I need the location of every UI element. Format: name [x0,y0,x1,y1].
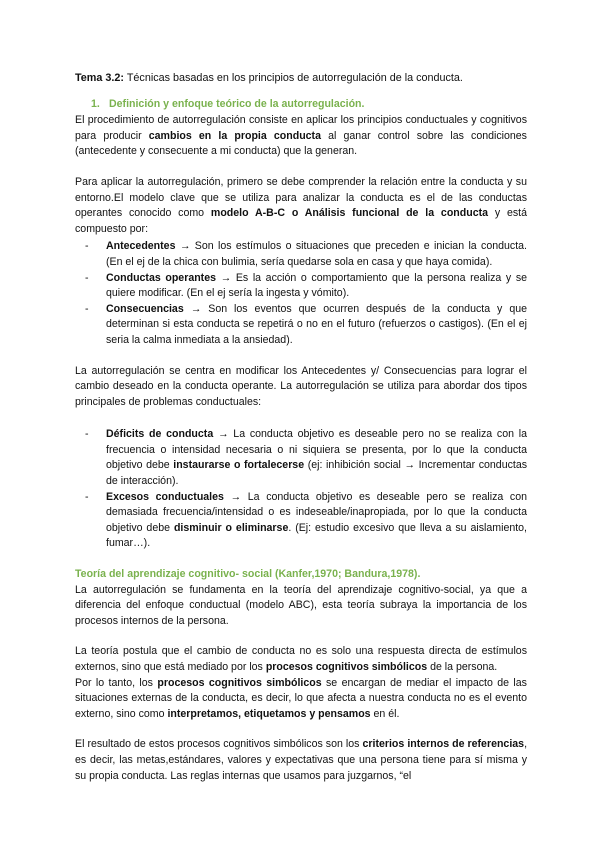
list-item [106,239,527,270]
section-number: 1. [91,97,100,110]
text-run: El procedimiento de autorregulación consiste en aplicar los principios conductuales y cognitivos para producir [75,114,527,142]
paragraph-symbolic-processes [75,676,527,723]
list-item [106,490,527,552]
paragraph-internal-criteria [75,737,527,784]
text-run: El resultado de estos procesos cognitivos simbólicos son los [75,738,363,751]
list-text: → Es la acción o comportamiento que la persona realiza y se quiere modificar. (En el ej sería la ingesta y vómito). [106,271,528,300]
text-run: Para aplicar la autorregulación, primero se debe comprender la relación entre la conducta y su entorno.El modelo clave que se utiliza para analizar la conducta es el de las conductas operantes conocido como [75,175,527,220]
text-run: al ganar control sobre las condiciones (antecedente y consecuente a mi conducta) que la generan. [75,129,527,158]
paragraph-theory-mediation [75,644,527,675]
list-term: Antecedentes [106,240,176,253]
text-run: Por lo tanto, los [75,676,158,689]
problem-types-list [75,427,527,552]
bold-run: modelo A-B-C o Análisis funcional de la conducta [210,207,489,220]
text-run: , es decir, las metas,estándares, valores y expectativas que una persona tiene para sí misma y su propia conducta. Las reglas internas que usamos para juzgarnos, “el [75,738,528,782]
bold-run: instaurarse o fortalecerse [173,459,305,472]
text-run: se encargan de mediar el impacto de las situaciones externas de la conducta, es decir, lo que afecta a nuestra conducta no es el evento externo, sino como [75,676,527,720]
list-term: Conductas operantes [106,271,216,284]
list-item [106,271,527,302]
list-text: → Son los estímulos o situaciones que preceden e inician la conducta. (En el ej de la chica con bulimia, sería quedarse sola en casa y que haya comida). [106,240,527,268]
list-item [106,427,527,489]
bold-run: interpretamos, etiquetamos y pensamos [167,707,371,720]
paragraph-intro [75,113,527,160]
bold-run: procesos cognitivos simbólicos [265,661,428,673]
list-term: Déficits de conducta [106,428,214,441]
text-run: La teoría postula que el cambio de conducta no es solo una respuesta directa de estímulos externos, sino que está mediado por los [75,645,527,673]
bold-run: cambios en la propia conducta [148,129,321,142]
list-item [106,302,527,349]
text-run: y está compuesto por: [75,207,527,235]
section-heading-2: Teoría del aprendizaje cognitivo- social (Kanfer,1970; Bandura,1978). [75,568,421,581]
paragraph-problem-types: La autorregulación se centra en modificar los Antecedentes y/ Consecuencias para lograr el cambio deseado en la conducta operante. La autorregulación se utiliza para abordar dos tipos principales de problemas conductuales: [75,364,527,408]
list-term: Consecuencias [106,302,184,315]
bold-run: procesos cognitivos simbólicos [157,676,322,689]
document-title [75,71,527,87]
section-heading-text: Definición y enfoque teórico de la autorregulación. [109,97,365,110]
list-text: → Son los eventos que ocurren después de la conducta y que determinan si esta conducta se repetirá o no en el futuro (refuerzos o castigos). (En el ej seria la calma inmediata a la ansiedad). [106,302,527,346]
paragraph-abc-model [75,175,527,237]
bold-run: disminuir o eliminarse [173,521,289,534]
text-run: de la persona. [427,661,498,673]
abc-list [75,239,527,348]
title-text: Técnicas basadas en los principios de autorregulación de la conducta. [124,72,463,84]
list-text: . (Ej: estudio excesivo que lleva a su aislamiento, fumar…). [106,521,528,550]
text-run: en él. [370,707,400,720]
list-text: (ej: inhibición social → Incrementar conductas de interacción). [106,459,528,488]
section-heading-1 [75,97,527,113]
bold-run: criterios internos de referencias [362,738,525,751]
title-prefix: Tema 3.2: [75,72,125,84]
document-body [75,71,527,784]
paragraph-cognitive-social: La autorregulación se fundamenta en la teoría del aprendizaje cognitivo-social, ya que a diferencia del enfoque conductual (modelo ABC), esta teoría subraya la importancia de los procesos internos de la persona. [75,583,527,627]
list-term: Excesos conductuales [106,490,224,503]
list-text: → La conducta objetivo es deseable pero se realiza con demasiada frecuencia/intensidad o es indeseable/inapropiada, por lo que la conducta objetivo debe [106,490,527,534]
list-text: → La conducta objetivo es deseable pero no se realiza con la frecuencia o intensidad necesaria o ni siquiera se presenta, por lo que la conducta objetivo debe [106,428,527,472]
